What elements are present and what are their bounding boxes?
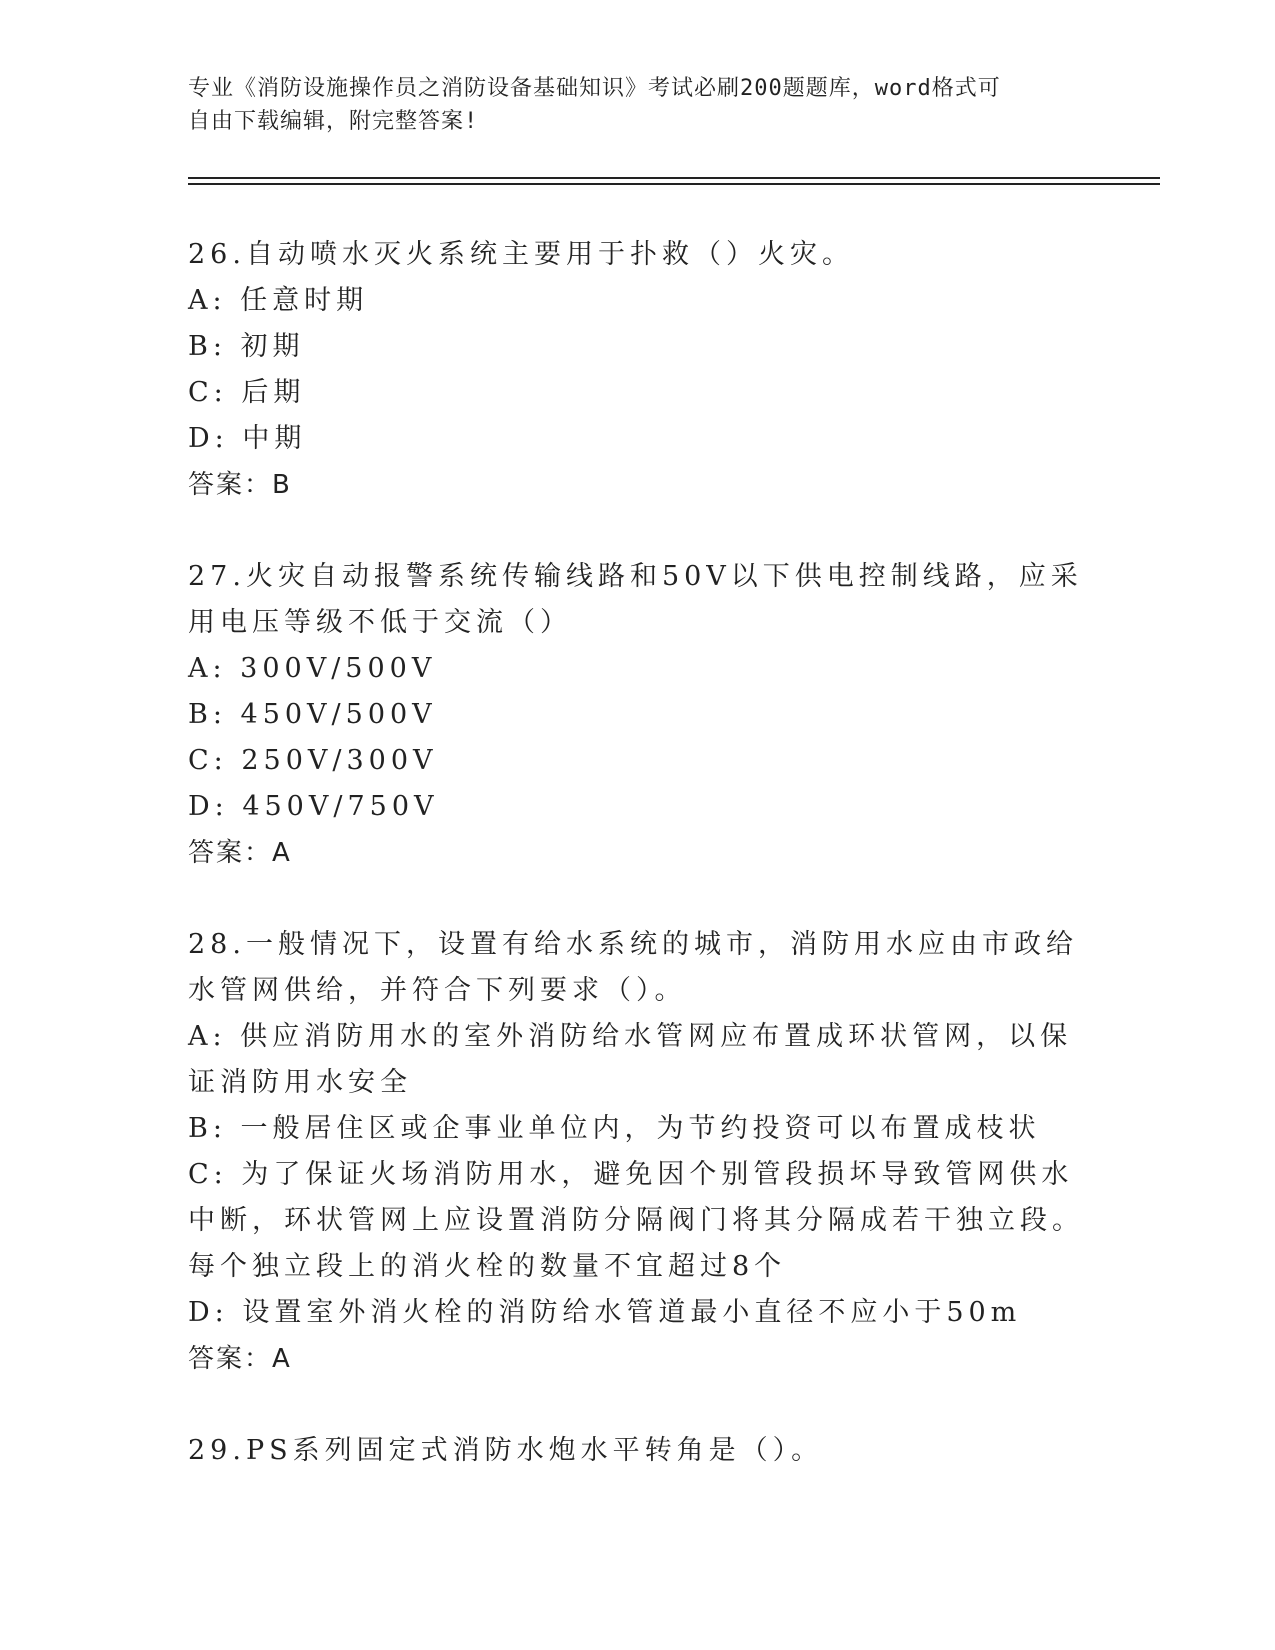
- option-a: A: 任意时期: [188, 285, 369, 316]
- option-a: A: 供应消防用水的室外消防给水管网应布置成环状管网，以保证消防用水安全: [188, 1021, 1073, 1098]
- option-c: C: 为了保证火场消防用水，避免因个别管段损坏导致管网供水中断，环状管网上应设置消防分隔阀门将其分隔成若干独立段。每个独立段上的消火栓的数量不宜超过8个: [188, 1159, 1084, 1282]
- question-26: [188, 232, 1093, 508]
- question-stem: 26.自动喷水灭火系统主要用于扑救（）火灾。: [188, 239, 854, 270]
- option-b: B: 初期: [188, 331, 305, 362]
- option-b: B: 450V/500V: [188, 699, 437, 730]
- question-list: [188, 232, 1093, 1520]
- header-divider-top: [188, 177, 1160, 179]
- question-29: [188, 1428, 1093, 1474]
- answer-text: 答案：B: [188, 470, 292, 500]
- header-divider-bottom: [188, 183, 1160, 185]
- header-line-2: 自由下载编辑，附完整答案!: [188, 109, 479, 134]
- option-b: B: 一般居住区或企事业单位内，为节约投资可以布置成枝状: [188, 1113, 1041, 1144]
- question-28: [188, 922, 1093, 1382]
- option-d: D: 设置室外消火栓的消防给水管道最小直径不应小于50m: [188, 1297, 1022, 1328]
- answer-text: 答案：A: [188, 838, 292, 868]
- option-c: C: 后期: [188, 377, 306, 408]
- option-c: C: 250V/300V: [188, 745, 438, 776]
- option-d: D: 450V/750V: [188, 791, 439, 822]
- question-stem: 27.火灾自动报警系统传输线路和50V以下供电控制线路，应采用电压等级不低于交流（）: [188, 561, 1083, 638]
- option-a: A: 300V/500V: [188, 653, 437, 684]
- answer-text: 答案：A: [188, 1344, 292, 1374]
- question-stem: 28.一般情况下，设置有给水系统的城市，消防用水应由市政给水管网供给，并符合下列要求（）。: [188, 929, 1078, 1006]
- document-header: [188, 72, 1088, 138]
- question-stem: 29.PS系列固定式消防水炮水平转角是（）。: [188, 1435, 824, 1466]
- header-line-1: 专业《消防设施操作员之消防设备基础知识》考试必刷200题题库，word格式可: [188, 76, 1001, 101]
- question-27: [188, 554, 1093, 876]
- option-d: D: 中期: [188, 423, 307, 454]
